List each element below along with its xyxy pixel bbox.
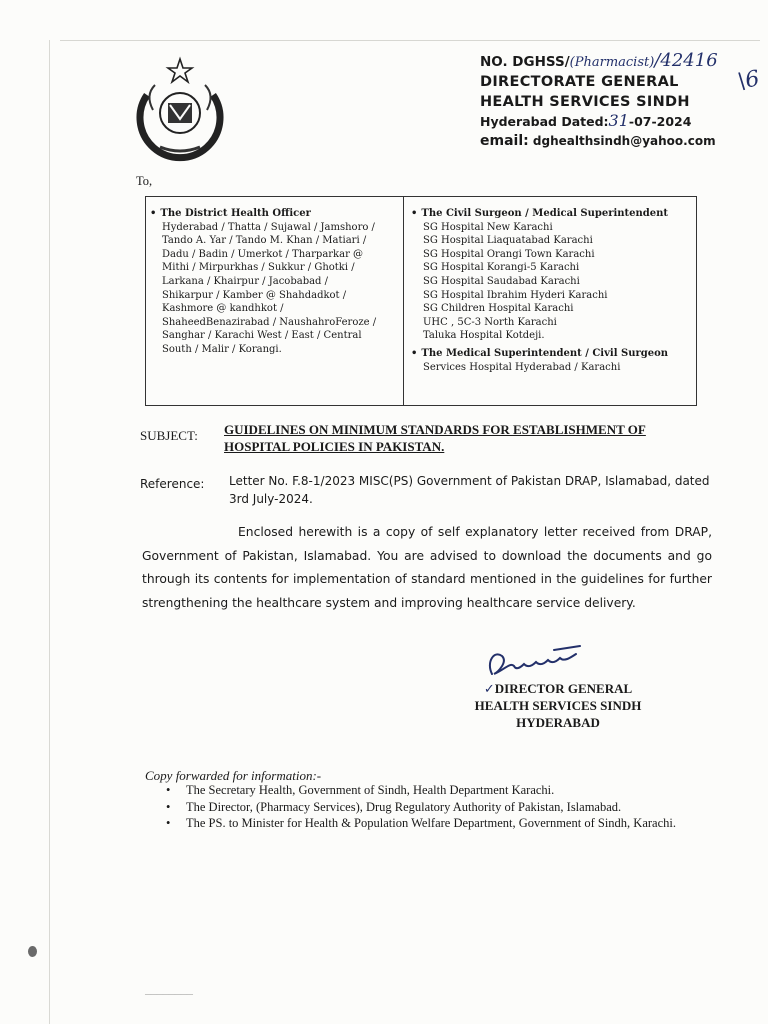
recipient-line: SG Hospital Orangi Town Karachi bbox=[423, 248, 595, 260]
copy-forwarded-label: Copy forwarded for information:- bbox=[145, 768, 322, 783]
letter-number-handwritten-number: 42416 bbox=[660, 50, 718, 71]
punch-hole-mark bbox=[28, 946, 37, 957]
copy-forwarded-item-text: The Director, (Pharmacy Services), Drug Regulatory Authority of Pakistan, Islamabad. bbox=[186, 799, 622, 814]
email-line bbox=[480, 131, 760, 151]
page-edge-left bbox=[49, 40, 50, 1024]
copy-forwarded-list bbox=[166, 782, 726, 832]
copy-forwarded-item-text: The Secretary Health, Government of Sindh, Health Department Karachi. bbox=[186, 783, 555, 797]
recipient-line: SG Hospital Saudabad Karachi bbox=[423, 275, 580, 287]
subject-label: SUBJECT: bbox=[140, 428, 198, 443]
bullet-icon: • bbox=[166, 783, 171, 797]
letter-number bbox=[480, 52, 760, 72]
recipients-divider bbox=[403, 197, 404, 405]
recipients-box bbox=[145, 196, 697, 406]
letter-body-text: Enclosed herewith is a copy of self explanatory letter received from DRAP, Government of Pakistan, Islamabad. You are advised to download the documents and go through its contents for implementation of standard mentioned in the guidelines for further strengthening the healthcare system and improving healthcare service delivery. bbox=[142, 525, 712, 610]
recipient-heading-civil-surgeon-text: The Civil Surgeon / Medical Superintendent bbox=[421, 208, 669, 219]
signatory-block bbox=[458, 680, 658, 731]
check-mark-icon: ✓ bbox=[483, 681, 495, 696]
letter-number-separator: / bbox=[654, 50, 661, 71]
letterhead bbox=[480, 52, 760, 151]
email-label: email: bbox=[480, 133, 529, 149]
signatory-title bbox=[458, 680, 658, 697]
recipient-list-hospitals bbox=[411, 221, 693, 343]
directorate-line-2: HEALTH SERVICES SINDH bbox=[480, 94, 690, 110]
signatory-line-3: HYDERABAD bbox=[516, 715, 600, 730]
recipient-heading-medical-superintendent: • The Medical Superintendent / Civil Surgeon bbox=[411, 347, 669, 359]
recipient-line: SG Hospital New Karachi bbox=[423, 221, 553, 233]
recipient-line: Dadu / Badin / Umerkot / Tharparkar @ bbox=[162, 248, 364, 260]
letter-number-prefix: NO. DGHSS/ bbox=[480, 54, 570, 70]
copy-forwarded-item bbox=[166, 815, 726, 832]
recipient-heading-medical-superintendent-text: The Medical Superintendent / Civil Surgeon bbox=[421, 347, 669, 359]
recipient-line: South / Malir / Korangi. bbox=[162, 343, 282, 355]
recipients-right-column bbox=[411, 207, 693, 374]
recipient-line: Tando A. Yar / Tando M. Khan / Matiari / bbox=[162, 235, 367, 247]
signatory-line-1: DIRECTOR GENERAL bbox=[494, 681, 633, 696]
letter-date bbox=[480, 112, 760, 131]
footer-mark: ———————— bbox=[145, 992, 193, 998]
recipient-heading-dho-text: The District Health Officer bbox=[160, 208, 311, 219]
reference-label: Reference: bbox=[140, 477, 205, 491]
recipient-line: SG Children Hospital Karachi bbox=[423, 303, 574, 315]
recipient-line: Services Hospital Hyderabad / Karachi bbox=[423, 361, 621, 373]
recipient-heading-civil-surgeon: • The Civil Surgeon / Medical Superintendent bbox=[411, 208, 669, 219]
recipient-heading-dho: • The District Health Officer bbox=[150, 208, 311, 219]
recipient-line: Sanghar / Karachi West / East / Central bbox=[162, 330, 362, 342]
margin-handwritten-note: \6 bbox=[735, 66, 762, 95]
date-prefix: Hyderabad Dated: bbox=[480, 114, 609, 129]
directorate-line-1: DIRECTORATE GENERAL bbox=[480, 74, 679, 90]
recipient-line: Taluka Hospital Kotdeji. bbox=[423, 330, 545, 342]
recipient-list-services-hospital bbox=[411, 361, 693, 375]
recipient-line: Larkana / Khairpur / Jacobabad / bbox=[162, 275, 329, 287]
letter-number-handwritten: (Pharmacist) bbox=[569, 55, 655, 70]
recipient-line: ShaheedBenazirabad / NaushahroFeroze / bbox=[162, 316, 377, 328]
recipient-line: SG Hospital Liaquatabad Karachi bbox=[423, 235, 593, 247]
recipient-line: Kashmore @ kandhkot / bbox=[162, 303, 284, 315]
recipient-list-dho bbox=[150, 221, 396, 357]
sindh-government-emblem bbox=[125, 55, 235, 165]
email-address: dghealthsindh@yahoo.com bbox=[532, 134, 716, 148]
date-suffix: -07-2024 bbox=[628, 114, 692, 129]
recipient-line: SG Hospital Korangi-5 Karachi bbox=[423, 262, 580, 274]
date-day-handwritten: 31 bbox=[608, 111, 629, 130]
letter-body bbox=[142, 521, 712, 615]
bullet-icon: • bbox=[166, 816, 171, 830]
recipient-line: Hyderabad / Thatta / Sujawal / Jamshoro / bbox=[162, 221, 375, 233]
page-edge-top bbox=[60, 40, 760, 41]
handwritten-signature bbox=[484, 640, 594, 682]
recipient-line: Shikarpur / Kamber @ Shahdadkot / bbox=[162, 289, 347, 301]
recipient-line: UHC , 5C-3 North Karachi bbox=[423, 316, 557, 328]
subject-text: GUIDELINES ON MINIMUM STANDARDS FOR ESTABLISHMENT OF HOSPITAL POLICIES IN PAKISTAN. bbox=[224, 422, 646, 454]
bullet-icon: • bbox=[166, 799, 171, 814]
copy-forwarded-item-text: The PS. to Minister for Health & Population Welfare Department, Government of Sindh, Karachi. bbox=[186, 816, 676, 830]
reference-text: Letter No. F.8-1/2023 MISC(PS) Government of Pakistan DRAP, Islamabad, dated 3rd July-2024. bbox=[229, 474, 710, 506]
to-label: To, bbox=[136, 174, 153, 188]
recipient-line: SG Hospital Ibrahim Hyderi Karachi bbox=[423, 289, 608, 301]
copy-forwarded-item bbox=[166, 782, 726, 799]
recipients-left-column bbox=[150, 207, 396, 357]
copy-forwarded-item bbox=[166, 799, 726, 816]
signatory-line-2: HEALTH SERVICES SINDH bbox=[474, 698, 642, 713]
recipient-line: Mithi / Mirpurkhas / Sukkur / Ghotki / bbox=[162, 262, 355, 274]
